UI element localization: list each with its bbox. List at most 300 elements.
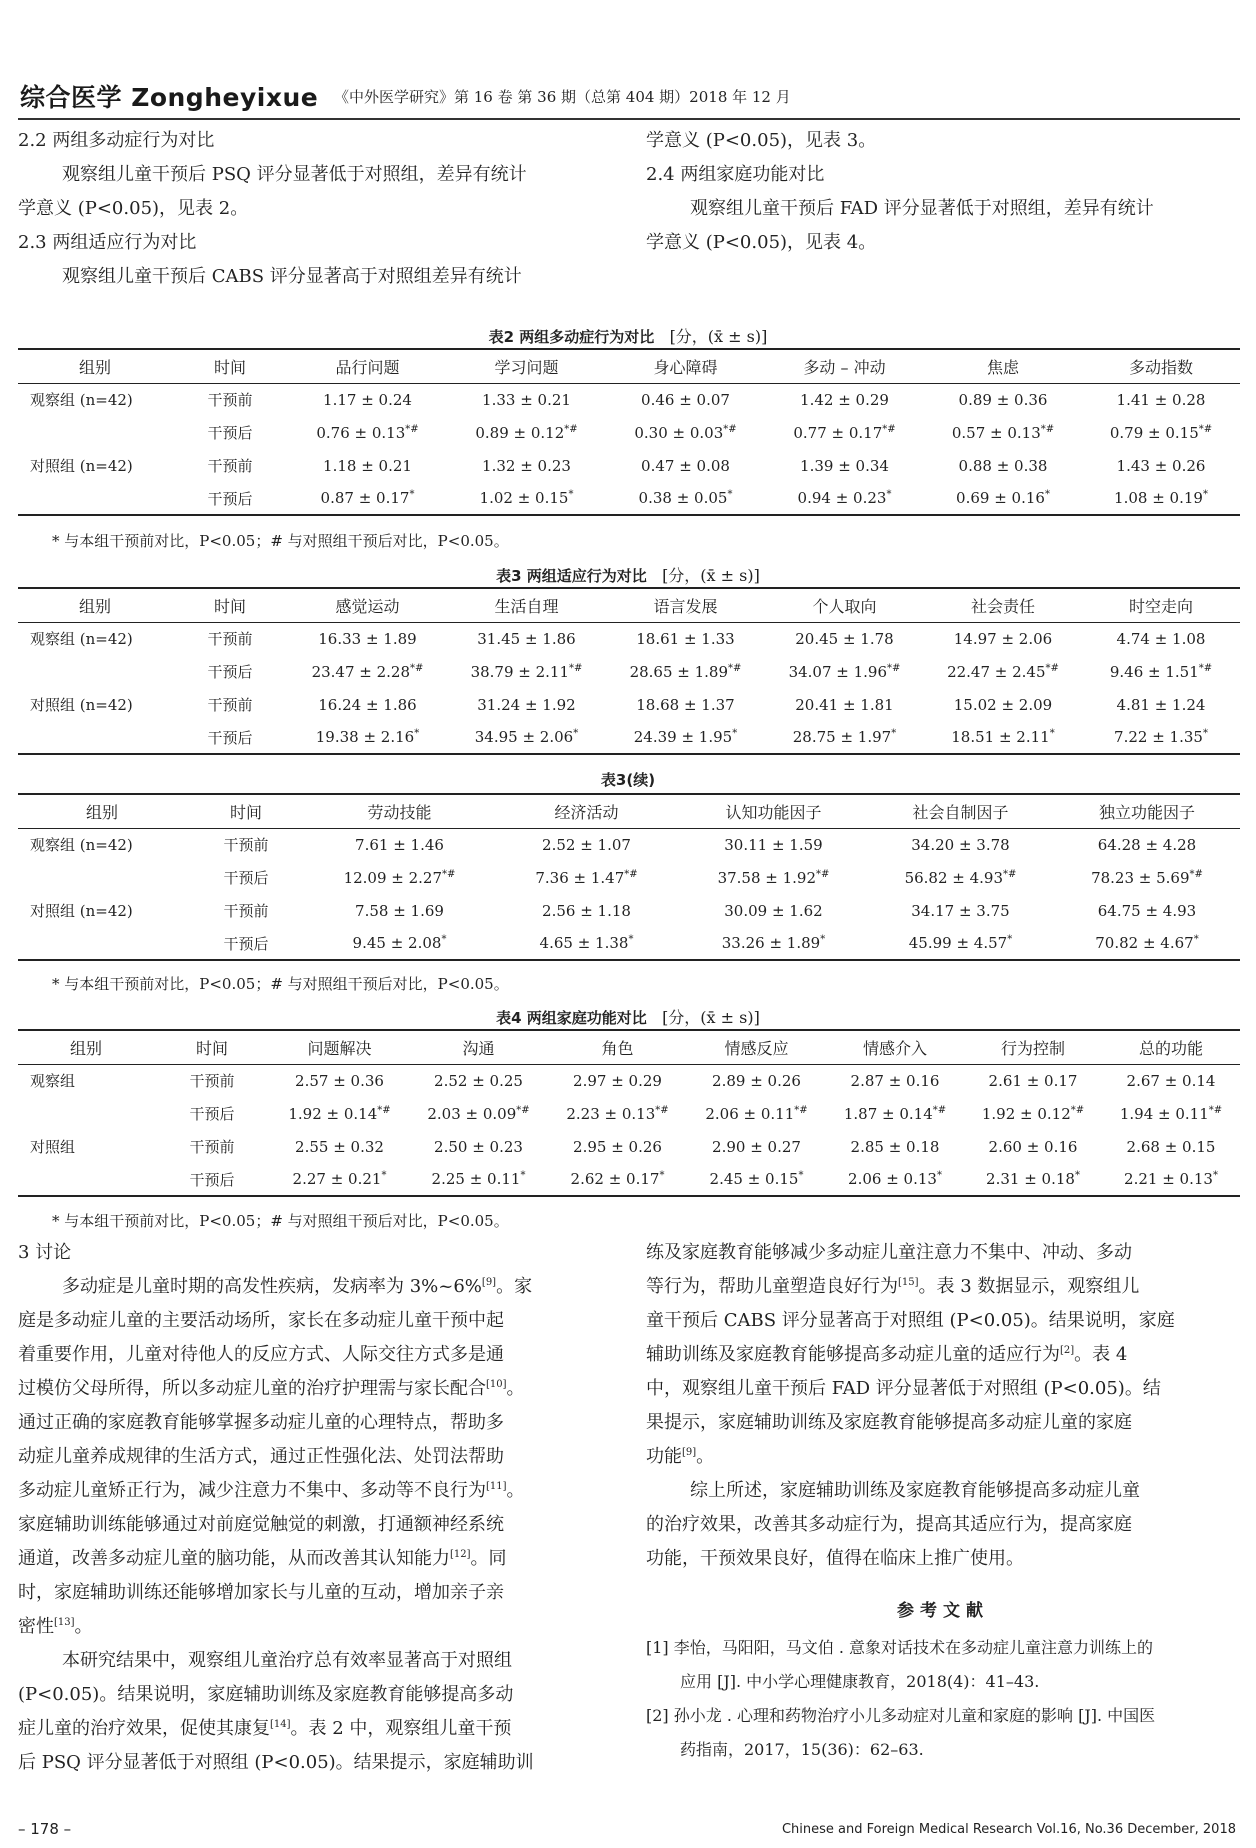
value-text: 2.90 ± 0.27 bbox=[712, 1137, 801, 1156]
value-cell bbox=[548, 1130, 687, 1163]
group-cell bbox=[18, 1097, 154, 1130]
references-title: 参考文献 bbox=[897, 1601, 989, 1621]
column-header: 认知功能因子 bbox=[680, 794, 867, 828]
table3-continued bbox=[18, 793, 1240, 961]
time-cell: 干预后 bbox=[186, 927, 306, 960]
value-text: 23.47 ± 2.28 bbox=[311, 662, 411, 681]
significance-mark: * bbox=[409, 489, 415, 500]
line-text: 童干预后 CABS 评分显著高于对照组 (P<0.05)。结果说明，家庭 bbox=[646, 1310, 1175, 1331]
value-text: 22.47 ± 2.45 bbox=[947, 662, 1046, 681]
value-cell bbox=[306, 828, 493, 861]
footer-journal: Chinese and Foreign Medical Research Vol.16, No.36 December, 2018 bbox=[781, 1822, 1236, 1837]
value-text: 30.09 ± 1.62 bbox=[724, 901, 823, 920]
value-cell bbox=[288, 622, 447, 655]
value-text: 2.25 ± 0.11 bbox=[431, 1170, 521, 1188]
value-text: 2.31 ± 0.18 bbox=[986, 1170, 1075, 1188]
line-text: 着重要作用，儿童对待他人的反应方式、人际交往方式多是通 bbox=[18, 1344, 504, 1365]
value-cell bbox=[765, 416, 924, 449]
column-header: 时间 bbox=[186, 794, 306, 828]
table2 bbox=[18, 348, 1240, 516]
value-cell bbox=[606, 449, 765, 482]
value-text: 1.18 ± 0.21 bbox=[323, 456, 412, 475]
line-text: 中，观察组儿童干预后 FAD 评分显著低于对照组 (P<0.05)。结 bbox=[646, 1378, 1161, 1399]
value-text: 2.97 ± 0.29 bbox=[573, 1071, 662, 1090]
table4-note: * 与本组干预前对比，P<0.05；# 与对照组干预后对比，P<0.05。 bbox=[52, 1212, 509, 1230]
reference-1-line1: [1] 李怡，马阳阳，马文伯 . 意象对话技术在多动症儿童注意力训练上的 bbox=[646, 1638, 1154, 1657]
significance-mark: *# bbox=[564, 423, 578, 435]
value-cell bbox=[924, 721, 1082, 754]
value-cell bbox=[867, 927, 1054, 960]
column-header: 独立功能因子 bbox=[1054, 794, 1240, 828]
column-header: 经济活动 bbox=[493, 794, 680, 828]
value-cell bbox=[409, 1130, 548, 1163]
paragraph-line: 观察组儿童干预后 CABS 评分显著高于对照组差异有统计 bbox=[62, 266, 522, 287]
column-header: 生活自理 bbox=[447, 588, 606, 622]
column-header: 情感介入 bbox=[826, 1030, 964, 1064]
value-text: 2.60 ± 0.16 bbox=[988, 1137, 1078, 1156]
significance-mark: *# bbox=[794, 1104, 808, 1116]
value-cell bbox=[687, 1130, 826, 1163]
value-cell bbox=[924, 416, 1082, 449]
line-text-tail: 。表 4 bbox=[1074, 1344, 1128, 1365]
value-cell bbox=[765, 622, 924, 655]
paragraph-line bbox=[18, 1678, 622, 1712]
value-cell bbox=[924, 482, 1082, 515]
group-cell: 对照组 (n=42) bbox=[30, 902, 133, 920]
significance-mark: *# bbox=[882, 423, 896, 435]
value-cell bbox=[826, 1130, 964, 1163]
column-header: 学习问题 bbox=[447, 349, 606, 383]
significance-mark: *# bbox=[1208, 1104, 1223, 1116]
group-cell: 观察组 (n=42) bbox=[30, 836, 133, 855]
value-text: 1.32 ± 0.23 bbox=[482, 456, 571, 475]
time-cell: 干预后 bbox=[207, 424, 253, 442]
line-text: 果提示，家庭辅助训练及家庭教育能够提高多动症儿童的家庭 bbox=[646, 1412, 1132, 1433]
value-cell bbox=[447, 622, 606, 655]
table-row bbox=[18, 416, 1240, 449]
value-cell bbox=[964, 1130, 1102, 1163]
value-text: 15.02 ± 2.09 bbox=[953, 695, 1053, 714]
group-cell: 对照组 (n=42) bbox=[30, 457, 133, 475]
significance-mark: * bbox=[659, 1170, 665, 1181]
journal-section-title: 综合医学 Zongheyixue bbox=[20, 83, 319, 112]
group-cell bbox=[18, 861, 186, 894]
line-text: 多动症是儿童时期的高发性疾病，发病率为 3%~6% bbox=[62, 1276, 482, 1297]
significance-mark: *# bbox=[1070, 1104, 1085, 1116]
time-cell: 干预前 bbox=[207, 630, 253, 649]
line-text: 后 PSQ 评分显著低于对照组 (P<0.05)。结果提示，家庭辅助训 bbox=[18, 1752, 534, 1773]
significance-mark: * bbox=[1212, 1170, 1218, 1181]
value-cell bbox=[765, 482, 924, 515]
line-text: 功能，干预效果良好，值得在临床上推广使用。 bbox=[646, 1548, 1024, 1569]
value-cell bbox=[606, 383, 765, 416]
value-cell bbox=[924, 688, 1082, 721]
value-text: 2.55 ± 0.32 bbox=[295, 1137, 384, 1156]
value-cell bbox=[306, 861, 493, 894]
value-cell bbox=[548, 1097, 687, 1130]
table3 bbox=[18, 587, 1240, 755]
significance-mark: * bbox=[820, 934, 826, 945]
column-header: 社会责任 bbox=[924, 588, 1082, 622]
line-text: 多动症儿童矫正行为，减少注意力不集中、多动等不良行为 bbox=[18, 1480, 486, 1501]
significance-mark: *# bbox=[624, 868, 638, 880]
paragraph-line bbox=[18, 1406, 622, 1440]
significance-mark: *# bbox=[1003, 868, 1017, 880]
value-text: 1.92 ± 0.14 bbox=[288, 1104, 378, 1123]
citation-ref: [15] bbox=[898, 1277, 919, 1288]
value-cell bbox=[1082, 622, 1240, 655]
value-text: 2.06 ± 0.11 bbox=[705, 1104, 795, 1123]
value-cell bbox=[1054, 828, 1240, 861]
value-cell bbox=[1102, 1097, 1240, 1130]
value-cell bbox=[288, 688, 447, 721]
significance-mark: *# bbox=[410, 662, 424, 674]
line-text: 家庭辅助训练能够通过对前庭觉触觉的刺激，打通额神经系统 bbox=[18, 1514, 504, 1535]
value-text: 0.88 ± 0.38 bbox=[958, 456, 1048, 475]
paragraph-line bbox=[646, 1440, 1240, 1474]
line-text: 综上所述，家庭辅助训练及家庭教育能够提高多动症儿童 bbox=[690, 1480, 1140, 1501]
table3-unit: [分，(x̄ ± s)] bbox=[662, 566, 760, 585]
table3-note: * 与本组干预前对比，P<0.05；# 与对照组干预后对比，P<0.05。 bbox=[52, 975, 509, 993]
column-header: 组别 bbox=[18, 349, 172, 383]
value-text: 2.52 ± 0.25 bbox=[434, 1071, 523, 1090]
table-row bbox=[18, 449, 1240, 482]
value-cell bbox=[288, 449, 447, 482]
value-text: 30.11 ± 1.59 bbox=[724, 835, 823, 854]
paragraph-line bbox=[646, 1372, 1240, 1406]
value-text: 1.43 ± 0.26 bbox=[1116, 456, 1206, 475]
time-cell: 干预前 bbox=[189, 1138, 235, 1156]
value-cell bbox=[447, 688, 606, 721]
paragraph-line bbox=[18, 1270, 622, 1304]
value-text: 7.36 ± 1.47 bbox=[535, 868, 625, 887]
value-cell bbox=[288, 416, 447, 449]
value-cell bbox=[606, 622, 765, 655]
paragraph-line bbox=[646, 1542, 1240, 1576]
table4 bbox=[18, 1029, 1240, 1197]
line-text: 练及家庭教育能够减少多动症儿童注意力不集中、冲动、多动 bbox=[646, 1242, 1132, 1263]
value-cell bbox=[493, 828, 680, 861]
value-text: 7.58 ± 1.69 bbox=[355, 901, 444, 920]
significance-mark: * bbox=[441, 934, 447, 945]
reference-1-line2: 应用 [J]. 中小学心理健康教育，2018(4)：41–43. bbox=[680, 1672, 1040, 1691]
table2-caption bbox=[0, 324, 1256, 347]
value-text: 64.28 ± 4.28 bbox=[1097, 835, 1197, 854]
value-text: 2.62 ± 0.17 bbox=[570, 1170, 660, 1188]
value-text: 2.85 ± 0.18 bbox=[850, 1137, 940, 1156]
line-text-tail: 。 bbox=[506, 1378, 525, 1399]
value-cell bbox=[606, 482, 765, 515]
references-section bbox=[646, 1596, 1240, 1767]
value-cell bbox=[447, 482, 606, 515]
value-cell bbox=[270, 1097, 409, 1130]
significance-mark: *# bbox=[723, 423, 737, 435]
significance-mark: * bbox=[1049, 728, 1055, 739]
significance-mark: *# bbox=[442, 868, 456, 880]
table4-title: 表4 两组家庭功能对比 bbox=[496, 1009, 647, 1027]
value-cell bbox=[606, 416, 765, 449]
value-text: 16.24 ± 1.86 bbox=[318, 695, 417, 714]
table4-caption bbox=[0, 1005, 1256, 1028]
significance-mark: *# bbox=[816, 868, 830, 880]
group-cell bbox=[18, 655, 172, 688]
value-cell bbox=[867, 828, 1054, 861]
value-text: 1.94 ± 0.11 bbox=[1119, 1104, 1209, 1123]
significance-mark: * bbox=[573, 728, 579, 739]
value-text: 0.94 ± 0.23 bbox=[797, 489, 887, 507]
value-text: 2.68 ± 0.15 bbox=[1126, 1137, 1216, 1156]
value-cell bbox=[409, 1064, 548, 1097]
paragraph-line bbox=[646, 1304, 1240, 1338]
paragraph-line bbox=[646, 1270, 1240, 1304]
column-header: 行为控制 bbox=[964, 1030, 1102, 1064]
value-cell bbox=[306, 927, 493, 960]
value-text: 2.45 ± 0.15 bbox=[709, 1170, 799, 1188]
value-cell bbox=[680, 861, 867, 894]
significance-mark: *# bbox=[516, 1104, 530, 1116]
column-header: 焦虑 bbox=[924, 349, 1082, 383]
value-text: 34.07 ± 1.96 bbox=[788, 662, 888, 681]
significance-mark: *# bbox=[932, 1104, 947, 1116]
value-text: 45.99 ± 4.57 bbox=[908, 934, 1008, 952]
value-text: 1.17 ± 0.24 bbox=[323, 390, 412, 409]
line-text-tail: 。 bbox=[696, 1446, 715, 1467]
value-text: 0.46 ± 0.07 bbox=[641, 390, 730, 409]
value-text: 18.68 ± 1.37 bbox=[636, 695, 735, 714]
significance-mark: *# bbox=[728, 662, 742, 674]
paragraph-line: 学意义 (P<0.05)，见表 3。 bbox=[646, 130, 877, 151]
value-cell bbox=[765, 383, 924, 416]
value-cell bbox=[409, 1097, 548, 1130]
value-text: 2.87 ± 0.16 bbox=[850, 1071, 940, 1090]
paragraph-line bbox=[18, 1508, 622, 1542]
paragraph-line: 观察组儿童干预后 FAD 评分显著低于对照组，差异有统计 bbox=[690, 198, 1154, 219]
table-row bbox=[18, 383, 1240, 416]
value-cell bbox=[288, 383, 447, 416]
value-text: 0.76 ± 0.13 bbox=[316, 423, 406, 442]
value-text: 0.47 ± 0.08 bbox=[641, 456, 730, 475]
significance-mark: *# bbox=[569, 662, 583, 674]
significance-mark: * bbox=[1074, 1170, 1080, 1181]
table3-title: 表3 两组适应行为对比 bbox=[496, 567, 647, 585]
table-row bbox=[18, 655, 1240, 688]
significance-mark: *# bbox=[887, 662, 901, 674]
table3b-caption bbox=[0, 769, 1256, 790]
value-cell bbox=[493, 927, 680, 960]
group-cell: 对照组 bbox=[30, 1138, 76, 1156]
value-text: 0.30 ± 0.03 bbox=[634, 423, 724, 442]
value-text: 70.82 ± 4.67 bbox=[1095, 934, 1194, 952]
value-cell bbox=[924, 622, 1082, 655]
table2-note: * 与本组干预前对比，P<0.05；# 与对照组干预后对比，P<0.05。 bbox=[52, 532, 509, 550]
time-cell: 干预前 bbox=[207, 391, 253, 410]
value-text: 0.87 ± 0.17 bbox=[320, 489, 410, 507]
significance-mark: *# bbox=[1045, 662, 1059, 674]
value-cell bbox=[270, 1130, 409, 1163]
significance-mark: * bbox=[1202, 728, 1208, 739]
citation-ref: [10] bbox=[486, 1379, 507, 1390]
citation-ref: [9] bbox=[481, 1277, 497, 1288]
line-text-tail: 。表 2 中，观察组儿童干预 bbox=[290, 1718, 512, 1739]
value-text: 0.79 ± 0.15 bbox=[1109, 423, 1199, 442]
significance-mark: * bbox=[727, 489, 733, 500]
significance-mark: *# bbox=[1198, 423, 1213, 435]
group-cell: 对照组 (n=42) bbox=[30, 696, 133, 714]
value-cell bbox=[1054, 927, 1240, 960]
value-cell bbox=[270, 1163, 409, 1196]
value-cell bbox=[765, 655, 924, 688]
line-text: 辅助训练及家庭教育能够提高多动症儿童的适应行为 bbox=[646, 1344, 1060, 1365]
time-cell: 干预前 bbox=[189, 1072, 235, 1091]
value-cell bbox=[288, 482, 447, 515]
value-text: 1.02 ± 0.15 bbox=[479, 489, 569, 507]
group-cell: 观察组 bbox=[30, 1072, 76, 1091]
table-row bbox=[18, 482, 1240, 515]
group-cell: 观察组 (n=42) bbox=[30, 391, 133, 410]
value-cell bbox=[1082, 449, 1240, 482]
paragraph-line bbox=[18, 1746, 622, 1780]
column-header: 社会自制因子 bbox=[867, 794, 1054, 828]
significance-mark: *# bbox=[1189, 868, 1203, 880]
table-row bbox=[18, 828, 1240, 861]
paragraph-line: 学意义 (P<0.05)，见表 2。 bbox=[18, 198, 249, 219]
line-text-tail: 。 bbox=[506, 1480, 525, 1501]
column-header: 问题解决 bbox=[270, 1030, 409, 1064]
line-text: 3 讨论 bbox=[18, 1242, 72, 1263]
group-cell bbox=[18, 416, 172, 449]
table3b-title: 表3(续) bbox=[600, 771, 656, 789]
value-text: 1.33 ± 0.21 bbox=[482, 390, 571, 409]
reference-2-line2: 药指南，2017，15(36)：62–63. bbox=[680, 1740, 924, 1759]
value-cell bbox=[1082, 688, 1240, 721]
time-cell: 干预前 bbox=[207, 696, 253, 714]
line-text: 过模仿父母所得，所以多动症儿童的治疗护理需与家长配合 bbox=[18, 1378, 486, 1399]
line-text: 的治疗效果，改善其多动症行为，提高其适应行为，提高家庭 bbox=[646, 1514, 1132, 1535]
table-row bbox=[18, 1163, 1240, 1196]
section-heading-2-2: 2.2 两组多动症行为对比 bbox=[18, 130, 215, 151]
line-text-tail: 。家 bbox=[496, 1276, 533, 1297]
value-cell bbox=[288, 721, 447, 754]
significance-mark: * bbox=[936, 1170, 942, 1181]
value-text: 16.33 ± 1.89 bbox=[318, 629, 417, 648]
table2-title: 表2 两组多动症行为对比 bbox=[488, 328, 655, 346]
value-text: 18.51 ± 2.11 bbox=[951, 728, 1050, 746]
value-text: 28.75 ± 1.97 bbox=[792, 728, 892, 746]
value-text: 4.74 ± 1.08 bbox=[1116, 629, 1206, 648]
line-text: 时，家庭辅助训练还能够增加家长与儿童的互动，增加亲子亲 bbox=[18, 1582, 504, 1603]
value-cell bbox=[1082, 655, 1240, 688]
line-text: 动症儿童养成规律的生活方式，通过正性强化法、处罚法帮助 bbox=[18, 1446, 504, 1467]
table3-caption bbox=[0, 563, 1256, 586]
value-text: 2.23 ± 0.13 bbox=[566, 1104, 656, 1123]
header-rule bbox=[18, 118, 1240, 120]
paragraph-line bbox=[18, 1474, 622, 1508]
value-text: 1.08 ± 0.19 bbox=[1114, 489, 1203, 507]
value-text: 0.57 ± 0.13 bbox=[951, 423, 1041, 442]
line-text: 通道，改善多动症儿童的脑功能，从而改善其认知能力 bbox=[18, 1548, 450, 1569]
value-text: 4.81 ± 1.24 bbox=[1116, 695, 1206, 714]
value-text: 7.61 ± 1.46 bbox=[355, 835, 444, 854]
value-cell bbox=[447, 655, 606, 688]
paragraph-line bbox=[18, 1304, 622, 1338]
value-cell bbox=[687, 1163, 826, 1196]
value-text: 2.06 ± 0.13 bbox=[848, 1170, 937, 1188]
paragraph-line bbox=[18, 1610, 622, 1644]
value-text: 2.27 ± 0.21 bbox=[292, 1170, 382, 1188]
paragraph-line bbox=[18, 1576, 622, 1610]
column-header: 组别 bbox=[18, 588, 172, 622]
citation-ref: [13] bbox=[54, 1617, 75, 1628]
value-text: 34.20 ± 3.78 bbox=[911, 835, 1010, 854]
value-text: 2.57 ± 0.36 bbox=[295, 1071, 384, 1090]
line-text: 本研究结果中，观察组儿童治疗总有效率显著高于对照组 bbox=[62, 1650, 512, 1671]
value-cell bbox=[1082, 383, 1240, 416]
column-header: 多动指数 bbox=[1082, 349, 1240, 383]
value-text: 38.79 ± 2.11 bbox=[470, 662, 570, 681]
value-cell bbox=[924, 655, 1082, 688]
column-header: 感觉运动 bbox=[288, 588, 447, 622]
time-cell: 干预后 bbox=[189, 1105, 235, 1123]
value-text: 1.42 ± 0.29 bbox=[800, 390, 889, 409]
paragraph-line bbox=[646, 1474, 1240, 1508]
value-cell bbox=[606, 655, 765, 688]
discussion-right-column bbox=[646, 1236, 1240, 1576]
table-row bbox=[18, 622, 1240, 655]
value-cell bbox=[765, 721, 924, 754]
value-text: 2.89 ± 0.26 bbox=[712, 1071, 801, 1090]
value-text: 2.52 ± 1.07 bbox=[542, 835, 631, 854]
value-text: 0.69 ± 0.16 bbox=[956, 489, 1045, 507]
value-cell bbox=[765, 688, 924, 721]
time-cell: 干预后 bbox=[172, 721, 288, 754]
value-cell bbox=[1102, 1130, 1240, 1163]
table-row bbox=[18, 1097, 1240, 1130]
significance-mark: * bbox=[1193, 934, 1199, 945]
value-cell bbox=[687, 1097, 826, 1130]
value-cell bbox=[606, 721, 765, 754]
value-text: 4.65 ± 1.38 bbox=[539, 934, 629, 952]
line-text: 等行为，帮助儿童塑造良好行为 bbox=[646, 1276, 898, 1297]
table-row bbox=[18, 927, 1240, 960]
column-header: 情感反应 bbox=[687, 1030, 826, 1064]
significance-mark: * bbox=[520, 1170, 526, 1181]
significance-mark: * bbox=[798, 1170, 804, 1181]
value-text: 2.03 ± 0.09 bbox=[427, 1104, 517, 1123]
significance-mark: * bbox=[891, 728, 897, 739]
top-left-column bbox=[18, 124, 622, 294]
citation-ref: [14] bbox=[270, 1719, 291, 1730]
group-cell bbox=[18, 927, 186, 960]
column-header: 语言发展 bbox=[606, 588, 765, 622]
column-header: 身心障碍 bbox=[606, 349, 765, 383]
value-cell bbox=[1054, 894, 1240, 927]
citation-ref: [9] bbox=[682, 1447, 697, 1458]
line-text: 庭是多动症儿童的主要活动场所，家长在多动症儿童干预中起 bbox=[18, 1310, 504, 1331]
significance-mark: *# bbox=[1040, 423, 1055, 435]
time-cell: 干预后 bbox=[172, 482, 288, 515]
value-text: 33.26 ± 1.89 bbox=[721, 934, 821, 952]
paragraph-line bbox=[18, 1338, 622, 1372]
value-cell bbox=[270, 1064, 409, 1097]
significance-mark: *# bbox=[655, 1104, 669, 1116]
value-cell bbox=[548, 1163, 687, 1196]
value-text: 2.95 ± 0.26 bbox=[573, 1137, 662, 1156]
journal-issue-info: 《中外医学研究》第 16 卷 第 36 期（总第 404 期）2018 年 12 月 bbox=[334, 88, 791, 106]
line-text-tail: 。同 bbox=[470, 1548, 507, 1569]
value-cell bbox=[493, 861, 680, 894]
value-text: 0.89 ± 0.36 bbox=[958, 390, 1048, 409]
paragraph-line bbox=[646, 1406, 1240, 1440]
